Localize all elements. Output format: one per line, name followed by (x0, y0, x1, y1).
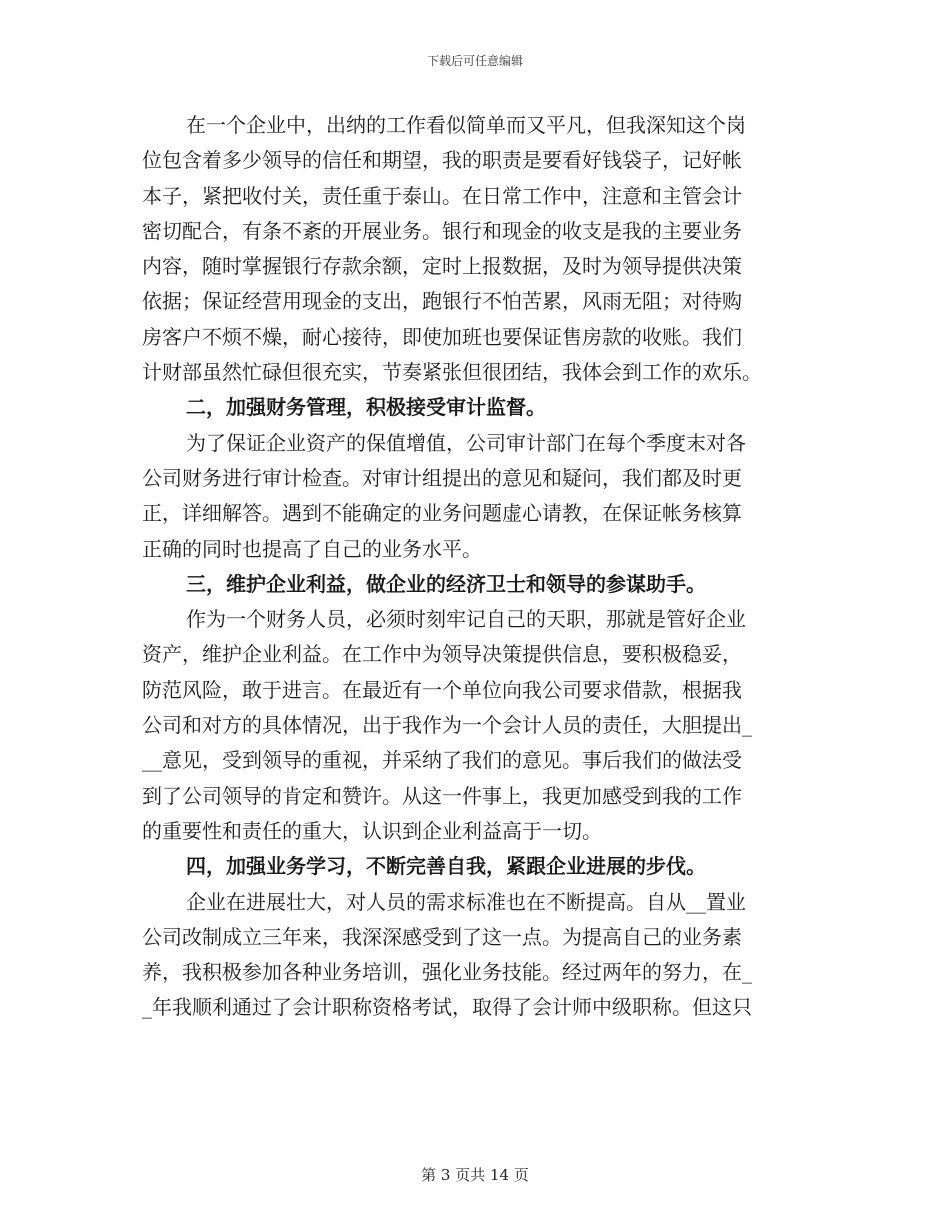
paragraph-line: 的重要性和责任的重大，认识到企业利益高于一切。 (142, 818, 602, 843)
section-heading: 三，维护企业利益，做企业的经济卫士和领导的参谋助手。 (186, 571, 706, 596)
section-heading: 四，加强业务学习，不断完善自我，紧跟企业进展的步伐。 (186, 854, 706, 879)
paragraph-line: _年我顺利通过了会计职称资格考试，取得了会计师中级职称。但这只 (142, 995, 752, 1020)
paragraph-line: 到了公司领导的肯定和赞许。从这一件事上，我更加感受到我的工作 (142, 783, 742, 808)
paragraph-line: 企业在进展壮大，对人员的需求标准也在不断提高。自从__置业 (186, 889, 746, 914)
paragraph-line: 位包含着多少领导的信任和期望，我的职责是要看好钱袋子，记好帐 (142, 148, 742, 173)
paragraph-line: 公司财务进行审计检查。对审计组提出的意见和疑问，我们都及时更 (142, 465, 742, 490)
paragraph-line: 公司和对方的具体情况，出于我作为一个会计人员的责任，大胆提出_ (142, 713, 752, 738)
paragraph-line: __意见，受到领导的重视，并采纳了我们的意见。事后我们的做法受 (142, 748, 742, 773)
paragraph-line: 公司改制成立三年来，我深深感受到了这一点。为提高自己的业务素 (142, 924, 742, 949)
paragraph-line: 在一个企业中，出纳的工作看似简单而又平凡，但我深知这个岗 (186, 113, 746, 137)
paragraph-line: 作为一个财务人员，必须时刻牢记自己的天职，那就是管好企业 (186, 607, 746, 632)
document-body (142, 108, 810, 1026)
paragraph-line: 为了保证企业资产的保值增值，公司审计部门在每个季度末对各 (186, 430, 746, 455)
paragraph-line: 计财部虽然忙碌但很充实，节奏紧张但很团结，我体会到工作的欢乐。 (142, 360, 762, 385)
paragraph-line: 养，我积极参加各种业务培训，强化业务技能。经过两年的努力，在_ (142, 960, 752, 985)
paragraph-line: 正，详细解答。遇到不能确定的业务问题虚心请教，在保证帐务核算 (142, 501, 742, 526)
paragraph-line: 资产，维护企业利益。在工作中为领导决策提供信息，要积极稳妥， (142, 642, 742, 667)
page-footer: 第 3 页共 14 页 (421, 1166, 529, 1184)
paragraph-line: 密切配合，有条不紊的开展业务。银行和现金的收支是我的主要业务 (142, 218, 742, 243)
paragraph-line: 房客户不烦不燥，耐心接待，即使加班也要保证售房款的收账。我们 (142, 324, 742, 349)
section-heading: 二，加强财务管理，积极接受审计监督。 (186, 395, 546, 420)
paragraph-line: 防范风险，敢于进言。在最近有一个单位向我公司要求借款，根据我 (142, 677, 742, 702)
page-header: 下载后可任意编辑 (426, 54, 523, 68)
paragraph-line: 依据；保证经营用现金的支出，跑银行不怕苦累，风雨无阻；对待购 (142, 289, 742, 314)
paragraph-line: 本子，紧把收付关，责任重于泰山。在日常工作中，注意和主管会计 (142, 183, 742, 208)
paragraph-line: 正确的同时也提高了自己的业务水平。 (142, 536, 482, 561)
paragraph-line: 内容，随时掌握银行存款余额，定时上报数据，及时为领导提供决策 (142, 254, 742, 279)
